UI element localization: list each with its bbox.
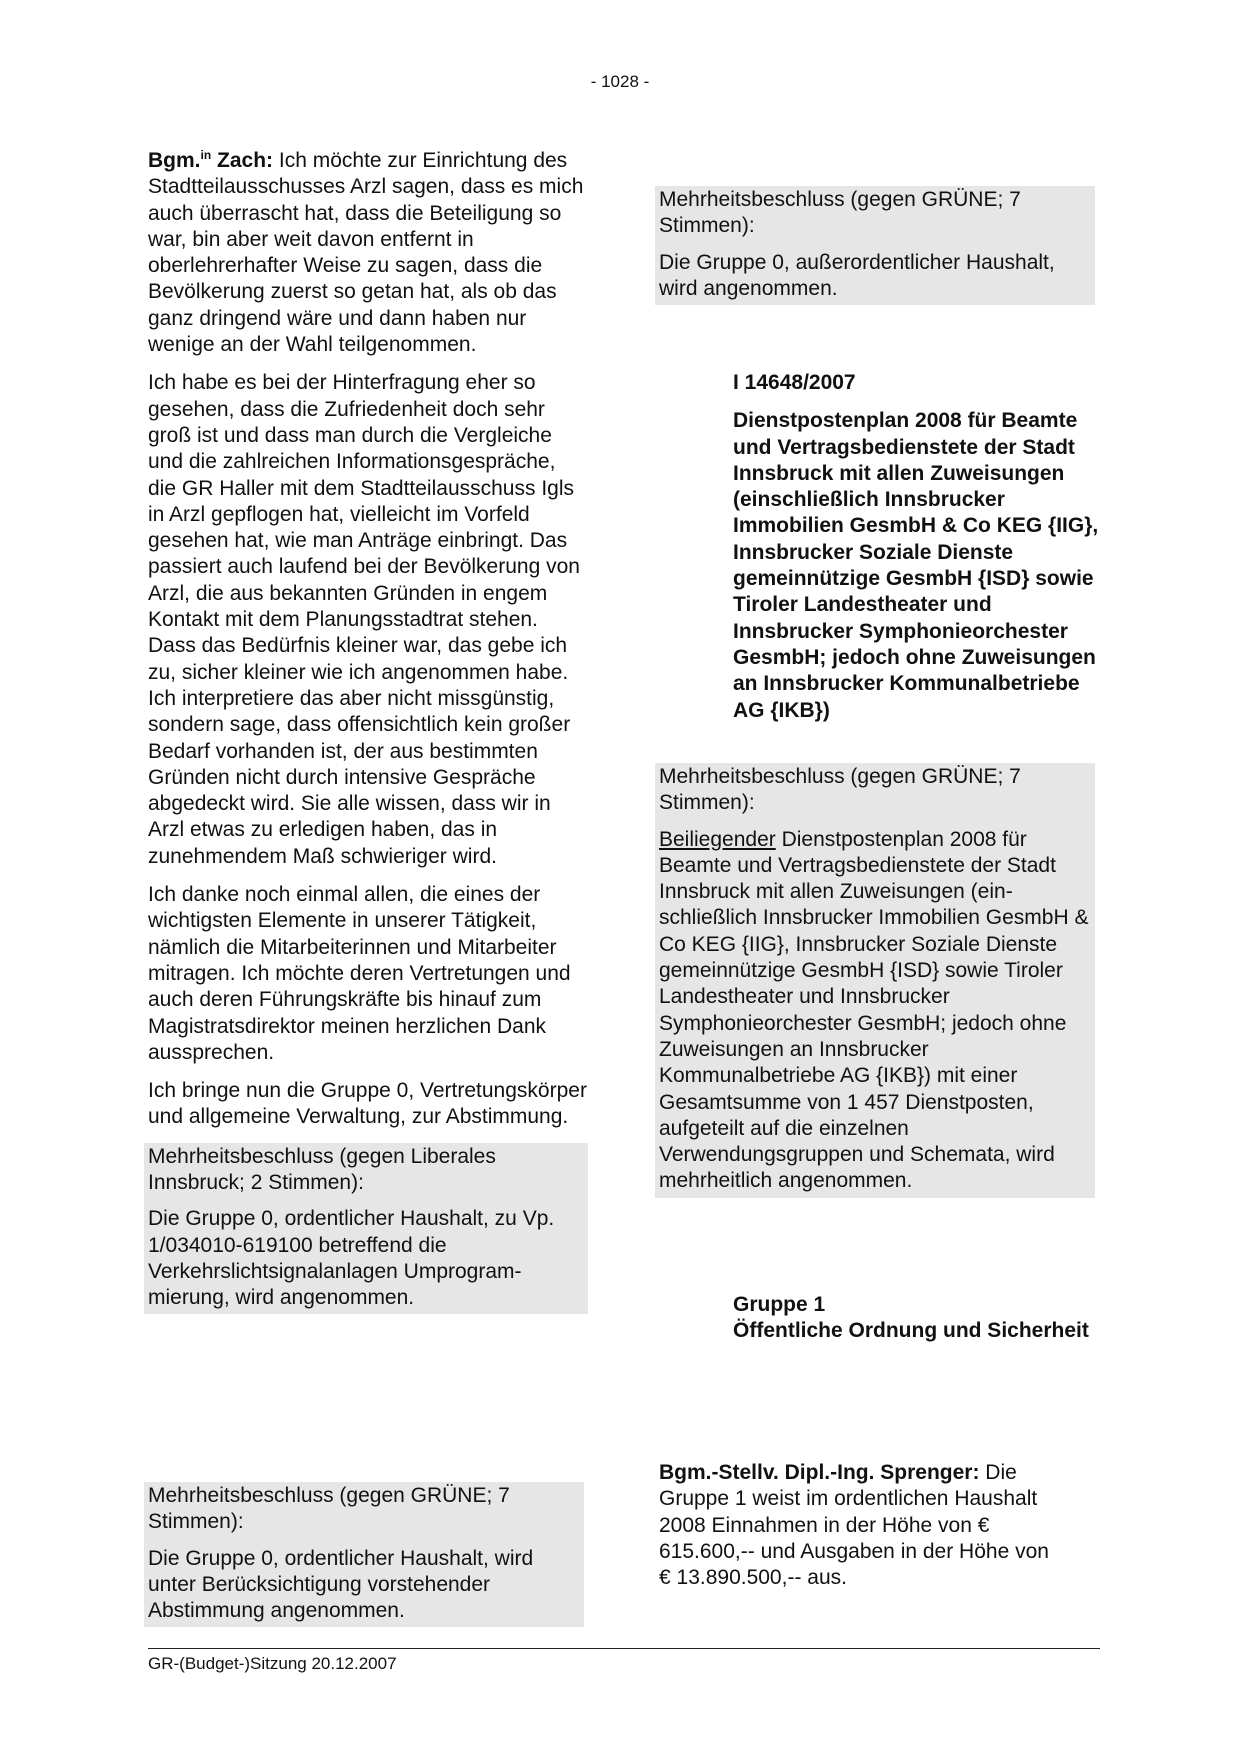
resolution-text: Die Gruppe 0, außerordentlicher Haushalt, wird angenommen. bbox=[659, 250, 1055, 300]
paragraph: Ich bringe nun die Gruppe 0, Vertretungskörper und allgemeine Verwaltung, zur Abstimmung. bbox=[148, 1079, 587, 1129]
speaker-text: Ich möchte zur Einrichtung des Stadtteilausschusses Arzl sagen, dass es mich auch überrascht hat, dass die Beteiligung so war, bin aber weit davon entfernt in oberlehrerhafter Weise zu sagen, dass die Bevölkerung zuerst so getan hat, als ob das ganz dringend wäre und dann haben nur wenige an der Wahl teilgenommen. bbox=[148, 149, 584, 357]
speaker-text: Die Gruppe 1 weist im ordentlichen Haushalt 2008 Einnahmen in der Höhe von € 615.600,-- und Ausgaben in der Höhe von € 13.890.500,-- aus. bbox=[659, 1461, 1049, 1590]
paragraph: Ich danke noch einmal allen, die eines der wichtigsten Elemente in unserer Tätigkeit, nämlich die Mitarbeiterinnen und Mitarbeiter mitragen. Ich möchte deren Vertretungen und auch deren Führungskräfte bis hinauf zum Magistratsdirektor meinen herzlichen Dank aussprechen. bbox=[148, 883, 571, 1064]
footer-text: GR-(Budget-)Sitzung 20.12.2007 bbox=[148, 1654, 397, 1673]
speaker-name: Bgm.-Stellv. Dipl.-Ing. Sprenger: bbox=[659, 1461, 980, 1484]
underlined-word: Beiliegender bbox=[659, 827, 776, 851]
agenda-item-title: Dienstpostenplan 2008 für Beamte und Vertragsbedienstete der Stadt Innsbruck mit allen Zuweisungen (einschließlich Innsbrucker Immobilien GesmbH & Co KEG {IIG}, Innsbrucker Soziale Dienste gemeinnützige GesmbH {ISD} sowie Tiroler Landestheater und Innsbrucker Symphonieorchester GesmbH; jedoch ohne Zuweisungen an Innsbrucker Kommunalbetriebe AG {IKB}) bbox=[733, 409, 1099, 722]
agenda-item-heading bbox=[733, 370, 1103, 724]
left-column bbox=[148, 148, 588, 1314]
paragraph: Ich habe es bei der Hinterfragung eher so gesehen, dass die Zufriedenheit doch sehr groß ist und dass man durch die Vergleiche und die zahlreichen Informationsgespräche, die GR Haller mit dem Stadtteilausschuss Igls in Arzl gepflogen hat, vielleicht im Vorfeld gesehen hat, wie man Anträge einbringt. Das passiert auch laufend bei der Bevölkerung von Arzl, die aus bekannten Gründen in engem Kontakt mit dem Planungsstadtrat stehen. Dass das Bedürfnis kleiner war, das gebe ich zu, sicher kleiner wie ich angenommen habe. Ich interpretiere das aber nicht missgünstig, sondern sage, dass offensichtlich kein großer Bedarf vorhanden ist, der aus bestimmten Gründen nicht durch intensive Gespräche abgedeckt wird. Sie alle wissen, dass wir in Arzl etwas zu erledigen haben, das in zunehmendem Maß schwieriger wird. bbox=[148, 371, 580, 868]
footer-divider bbox=[148, 1648, 1100, 1649]
resolution-box bbox=[655, 186, 1095, 305]
speaker-name: Bgm.$^{in}$ Zach: bbox=[148, 148, 274, 172]
resolution-text: Die Gruppe 0, ordentlicher Haushalt, zu Vp. 1/034010-619100 betreffend die Verkehrslichtsignalanlagen Umprogrammierung, wird angenommen. bbox=[148, 1207, 555, 1310]
resolution-vote: Mehrheitsbeschluss (gegen GRÜNE; 7 Stimmen): bbox=[659, 765, 1021, 815]
resolution-vote: Mehrheitsbeschluss (gegen GRÜNE; 7 Stimmen): bbox=[148, 1484, 510, 1534]
speaker-sprenger-paragraph bbox=[659, 1460, 1064, 1591]
resolution-vote: Mehrheitsbeschluss (gegen GRÜNE; 7 Stimmen): bbox=[659, 188, 1021, 238]
speaker-zach-paragraph bbox=[148, 148, 588, 358]
group-heading bbox=[733, 1292, 1103, 1345]
resolution-box bbox=[144, 1482, 584, 1627]
group-number: Gruppe 1 bbox=[733, 1293, 826, 1316]
resolution-box bbox=[655, 763, 1095, 1198]
resolution-vote: Mehrheitsbeschluss (gegen Liberales Innsbruck; 2 Stimmen): bbox=[148, 1144, 496, 1194]
page-number: - 1028 - bbox=[590, 72, 650, 91]
group-title: Öffentliche Ordnung und Sicherheit bbox=[733, 1319, 1089, 1343]
resolution-box bbox=[144, 1143, 588, 1315]
resolution-text: Beiliegender Dienstpostenplan 2008 für Beamte und Vertragsbedienstete der Stadt Innsbruck mit allen Zuweisungen (einschließlich Innsbrucker Immobilien GesmbH & Co KEG {IIG}, Innsbrucker Soziale Dienste gemeinnützige GesmbH {ISD} sowie Tiroler Landestheater und Innsbrucker Symphonieorchester GesmbH; jedoch ohne Zuweisungen an Innsbrucker Kommunalbetriebe AG {IKB}) mit einer Gesamtsumme von 1 457 Dienstposten, aufgeteilt auf die einzelnen Verwendungsgruppen und Schemata, wird mehrheitlich angenommen. bbox=[659, 827, 1089, 1193]
agenda-item-number: I 14648/2007 bbox=[733, 371, 856, 394]
resolution-text: Die Gruppe 0, ordentlicher Haushalt, wird unter Berücksichtigung vorstehender Abstimmung angenommen. bbox=[148, 1546, 534, 1623]
